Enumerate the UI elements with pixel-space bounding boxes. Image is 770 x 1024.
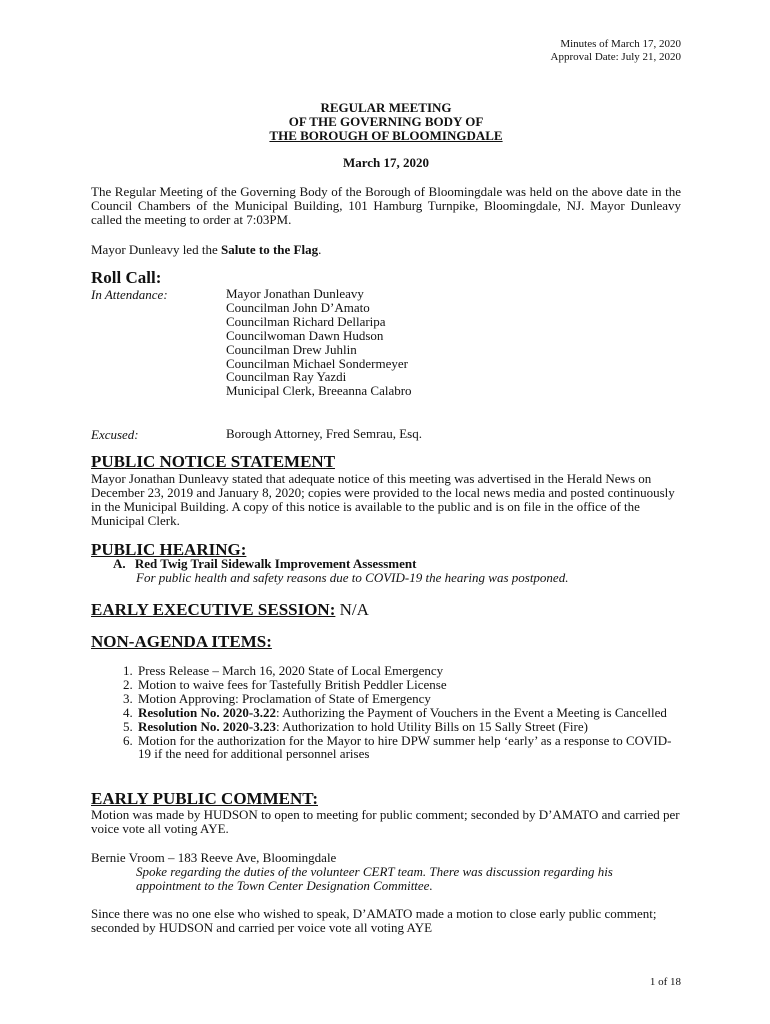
item-bold: Resolution No. 2020-3.22 xyxy=(138,704,276,720)
public-hearing-heading: PUBLIC HEARING: xyxy=(91,540,247,559)
public-notice-text: Mayor Jonathan Dunleavy stated that adequate notice of this meeting was advertised in the Herald News on December 23, 2019 and January 8, 2020; copies were provided to the local news media and posted continuously in the Municipal Building. A copy of this notice is available to the public and is on file in the office of the Municipal Clerk. xyxy=(91,471,675,528)
speaker-note: Spoke regarding the duties of the volunteer CERT team. There was discussion regarding his appointment to the Town Center Designation Committee. xyxy=(136,864,613,893)
list-item xyxy=(136,706,681,720)
salute-bold: Salute to the Flag xyxy=(220,242,319,257)
attendee: Municipal Clerk, Breeanna Calabro xyxy=(226,383,412,399)
item-text: : Authorization to hold Utility Bills on 15 Sally Street (Fire) xyxy=(275,718,588,734)
early-exec-heading: EARLY EXECUTIVE SESSION: xyxy=(91,600,336,619)
meeting-date: March 17, 2020 xyxy=(342,155,430,170)
early-public-heading: EARLY PUBLIC COMMENT: xyxy=(91,789,318,808)
attendee: Councilman John D’Amato xyxy=(226,299,370,315)
early-exec-value: N/A xyxy=(335,600,369,619)
non-agenda-list-wrap xyxy=(91,664,681,761)
minutes-date: Minutes of March 17, 2020 xyxy=(560,38,681,50)
attendance-list xyxy=(226,287,412,398)
non-agenda-list xyxy=(91,664,681,761)
item-text: : Authorizing the Payment of Vouchers in the Event a Meeting is Cancelled xyxy=(275,704,667,720)
excused-block xyxy=(91,427,681,443)
page-number: 1 of 18 xyxy=(649,976,681,988)
speaker-block xyxy=(91,851,681,893)
public-hearing-item xyxy=(113,557,681,585)
item-text: Press Release – March 16, 2020 State of Local Emergency xyxy=(138,663,444,678)
item-bold: Resolution No. 2020-3.23 xyxy=(138,718,276,734)
title-line-2: OF THE GOVERNING BODY OF xyxy=(288,114,484,129)
attendee: Councilman Michael Sondermeyer xyxy=(226,355,408,371)
excused-label: Excused: xyxy=(91,427,139,442)
early-exec-line xyxy=(91,600,681,620)
intro-paragraph: The Regular Meeting of the Governing Body of the Borough of Bloomingdale was held on the above date in the Council Chambers of the Municipal Building, 101 Hamburg Turnpike, Bloomingdale, NJ. Mayor Dunleavy called the meeting to order at 7:03PM. xyxy=(91,184,681,227)
salute-post: . xyxy=(318,242,322,257)
roll-call-heading: Roll Call: xyxy=(91,268,162,287)
hearing-item-letter: A. xyxy=(113,556,126,571)
attendance-block xyxy=(91,286,681,399)
item-text: Motion Approving: Proclamation of State of Emergency xyxy=(138,690,431,706)
motion-close: Since there was no one else who wished to speak, D’AMATO made a motion to close early public comment; seconded by HUDSON and carried per voice vote all voting AYE xyxy=(91,906,657,935)
list-item xyxy=(136,720,681,734)
list-item xyxy=(136,664,681,678)
attendee: Councilman Ray Yazdi xyxy=(226,369,347,385)
hearing-item-title: Red Twig Trail Sidewalk Improvement Assessment xyxy=(134,556,417,571)
salute-line xyxy=(91,242,681,258)
list-item xyxy=(136,678,681,692)
non-agenda-heading: NON-AGENDA ITEMS: xyxy=(91,632,272,651)
attendee: Councilman Drew Juhlin xyxy=(226,341,357,357)
speaker-name: Bernie Vroom – 183 Reeve Ave, Bloomingdale xyxy=(91,850,337,865)
list-item xyxy=(136,734,681,762)
excused-name: Borough Attorney, Fred Semrau, Esq. xyxy=(226,426,422,441)
page-header xyxy=(551,38,681,64)
approval-date: Approval Date: July 21, 2020 xyxy=(550,51,681,63)
item-text: Motion for the authorization for the Mayor to hire DPW summer help ‘early’ as a response to COVID-19 if the need for additional personnel arises xyxy=(138,732,672,762)
motion-open: Motion was made by HUDSON to open to meeting for public comment; seconded by D’AMATO and carried per voice vote all voting AYE. xyxy=(91,807,680,836)
title-line-1: REGULAR MEETING xyxy=(320,100,452,115)
item-text: Motion to waive fees for Tastefully British Peddler License xyxy=(138,676,447,692)
hearing-item-note: For public health and safety reasons due to COVID-19 the hearing was postponed. xyxy=(136,570,569,585)
attendee: Councilwoman Dawn Hudson xyxy=(226,327,384,343)
document-title xyxy=(91,101,681,143)
list-item xyxy=(136,692,681,706)
salute-pre: Mayor Dunleavy led the xyxy=(91,242,221,257)
attendance-label: In Attendance: xyxy=(91,287,168,302)
public-notice-heading: PUBLIC NOTICE STATEMENT xyxy=(91,452,336,471)
attendee: Mayor Jonathan Dunleavy xyxy=(226,286,364,301)
attendee: Councilman Richard Dellaripa xyxy=(226,313,386,329)
title-line-3: THE BOROUGH OF BLOOMINGDALE xyxy=(269,128,503,143)
